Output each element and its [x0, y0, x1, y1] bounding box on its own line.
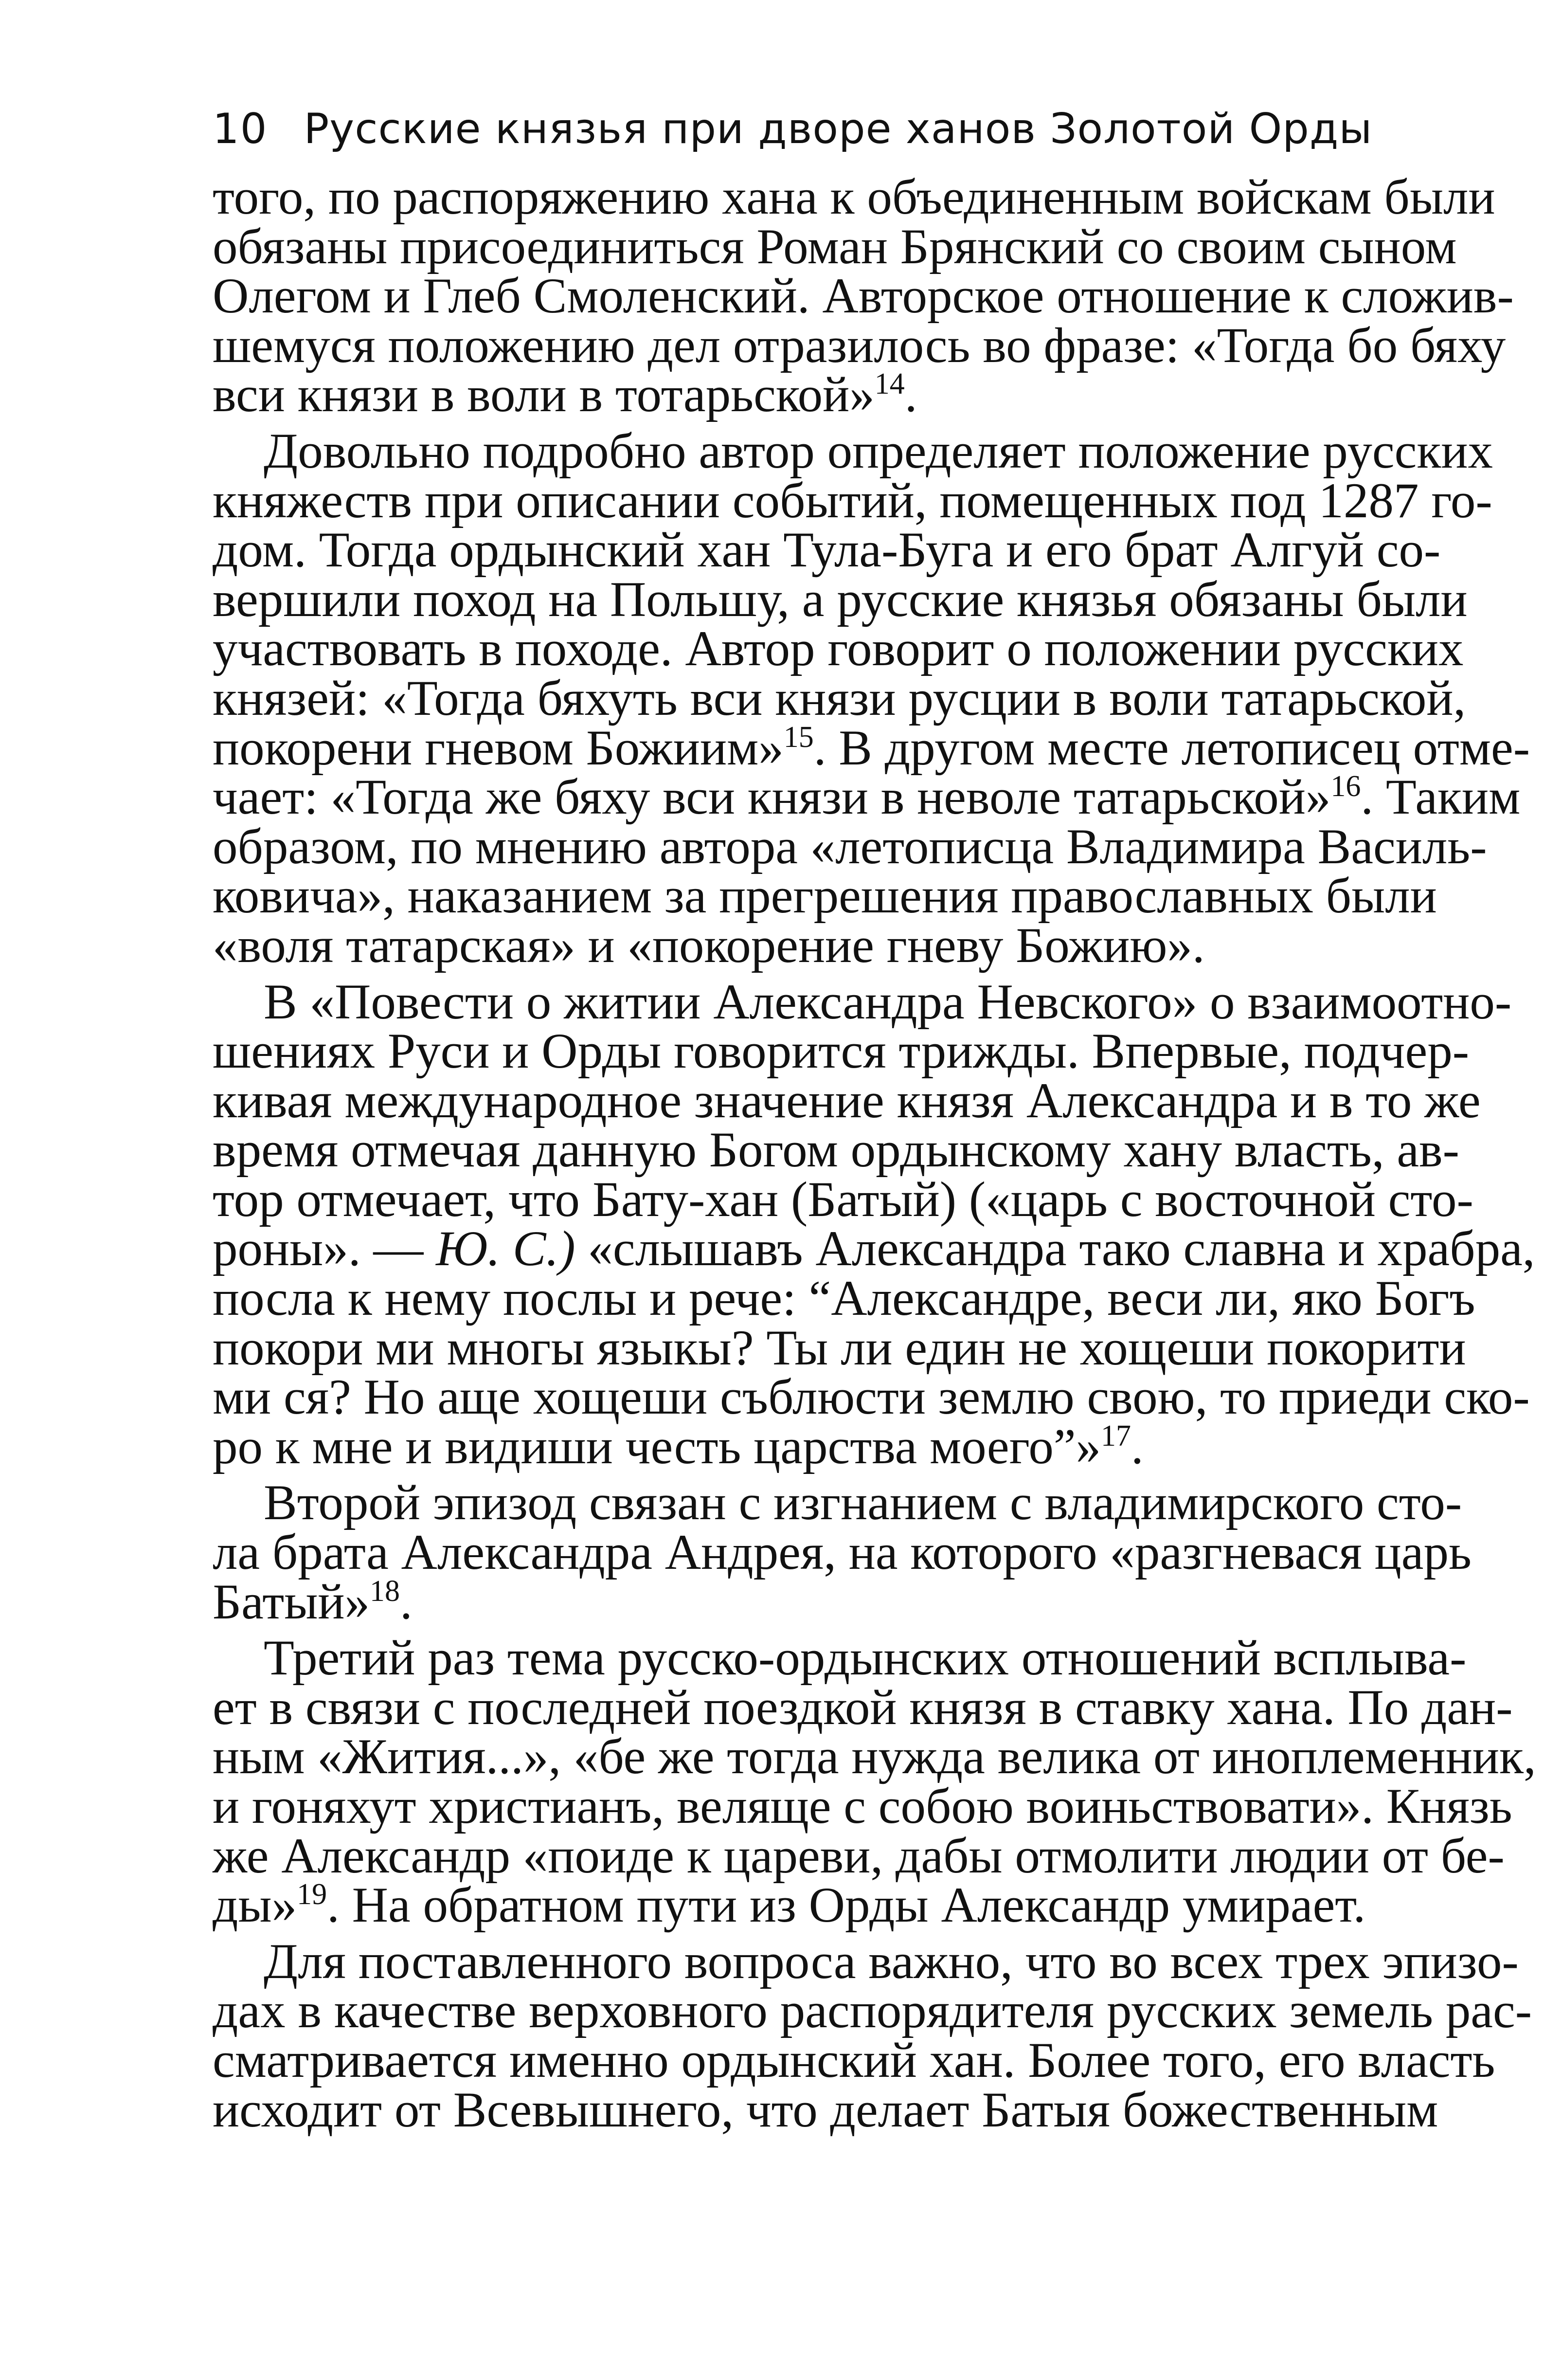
text-run: покорени гневом Божиим»	[213, 720, 784, 776]
text-line	[213, 720, 1530, 776]
body-text	[213, 169, 1536, 2138]
running-header	[213, 97, 1373, 161]
text-line	[213, 1574, 1351, 1630]
text-run: .	[904, 367, 917, 423]
text-line: шениях Руси и Орды говорится трижды. Впервые, подчер-	[213, 1023, 1469, 1079]
text-line: время отмечая данную Богом ордынскому хану власть, ав-	[213, 1122, 1459, 1178]
text-run: ды»	[213, 1877, 297, 1933]
text-line: Третий раз тема русско-ордынских отношений всплыва-	[264, 1630, 1467, 1686]
text-line	[213, 1221, 1535, 1277]
footnote-ref: 14	[874, 367, 905, 401]
footnote-ref: 15	[783, 720, 814, 754]
paragraph-2	[213, 423, 1530, 973]
text-line	[213, 769, 1521, 825]
text-line: ми ся? Но аще хощеши съблюсти землю свою, то приеди ско-	[213, 1369, 1530, 1425]
footnote-ref: 17	[1101, 1419, 1131, 1453]
text-run: . Таким	[1361, 769, 1521, 825]
text-run: . В другом месте летописец отме-	[813, 720, 1530, 776]
footnote-ref: 18	[370, 1574, 400, 1608]
text-line: Довольно подробно автор определяет положение русских	[264, 423, 1493, 479]
text-line: сматривается именно ордынский хан. Более того, его власть	[213, 2032, 1495, 2088]
paragraph-6	[213, 1933, 1532, 2138]
text-line: и гоняхут христианъ, веляще с собою воиньствовати». Князь	[213, 1779, 1512, 1834]
paragraph-4	[213, 1475, 1472, 1630]
text-run: роны». —	[213, 1221, 436, 1277]
text-line: Для поставленного вопроса важно, что во всех трех эпизо-	[264, 1933, 1519, 1989]
text-line	[213, 367, 1351, 423]
author-initials: Ю. С.)	[436, 1221, 575, 1277]
text-line: ла брата Александра Андрея, на которого «разгневася царь	[213, 1525, 1472, 1581]
text-line: кивая международное значение князя Александра и в то же	[213, 1072, 1481, 1128]
text-run: ро к мне и видиши честь царства моего”»	[213, 1418, 1101, 1474]
text-line: покори ми многы языкы? Ты ли един не хощеши покорити	[213, 1320, 1466, 1376]
footnote-ref: 16	[1330, 770, 1361, 803]
text-run: . На обратном пути из Орды Александр умирает.	[327, 1877, 1366, 1933]
text-line: участвовать в походе. Автор говорит о положении русских	[213, 621, 1464, 677]
page-number: 10	[213, 105, 268, 153]
text-line: посла к нему послы и рече: “Александре, веси ли, яко Богъ	[213, 1271, 1475, 1326]
text-line: образом, по мнению автора «летописца Владимира Василь-	[213, 818, 1487, 874]
text-run: .	[400, 1574, 413, 1630]
text-line: Олегом и Глеб Смоленский. Авторское отношение к сложив-	[213, 268, 1514, 324]
text-line: дах в качестве верховного распорядителя русских земель рас-	[213, 1983, 1532, 2039]
text-line: тор отмечает, что Бату-хан (Батый) («царь с восточной сто-	[213, 1171, 1473, 1227]
text-line: ет в связи с последней поездкой князя в ставку хана. По дан-	[213, 1679, 1513, 1735]
footnote-ref: 19	[297, 1878, 327, 1911]
text-line: Второй эпизод связан с изгнанием с владимирского сто-	[264, 1475, 1462, 1531]
paragraph-3	[213, 974, 1535, 1474]
text-line: обязаны присоединиться Роман Брянский со своим сыном	[213, 218, 1457, 274]
text-run: .	[1131, 1418, 1144, 1474]
text-line: вершили поход на Польшу, а русские князья обязаны были	[213, 571, 1468, 627]
paragraph-5	[213, 1630, 1536, 1933]
text-line	[213, 1418, 1351, 1474]
text-line: князей: «Тогда бяхуть вси князи русции в воли татарьской,	[213, 670, 1466, 726]
text-line: исходит от Всевышнего, что делает Батыя божественным	[213, 2082, 1438, 2138]
text-run: Батый»	[213, 1574, 370, 1630]
text-line: ковича», наказанием за прегрешения православных были	[213, 868, 1437, 924]
text-line: «воля татарская» и «покорение гневу Божию».	[213, 917, 1205, 973]
text-line	[213, 1877, 1366, 1933]
text-line: В «Повести о житии Александра Невского» о взаимоотно-	[264, 974, 1512, 1030]
text-line: дом. Тогда ордынский хан Тула-Буга и его брат Алгуй со-	[213, 522, 1441, 578]
text-run: вси князи в воли в тотарьской»	[213, 367, 875, 423]
text-line: шемуся положению дел отразилось во фразе: «Тогда бо бяху	[213, 317, 1506, 373]
text-line: того, по распоряжению хана к объединенным войскам были	[213, 169, 1495, 225]
text-line: княжеств при описании событий, помещенных под 1287 го-	[213, 472, 1492, 528]
paragraph-1	[213, 169, 1514, 423]
running-title: Русские князья при дворе ханов Золотой Орды	[304, 105, 1373, 153]
text-line: же Александр «поиде к цареви, дабы отмолити людии от бе-	[213, 1828, 1505, 1884]
text-line: ным «Жития...», «бе же тогда нужда велика от иноплеменник,	[213, 1729, 1536, 1785]
text-run: «слышавъ Александра тако славна и храбра,	[575, 1221, 1535, 1277]
text-run: чает: «Тогда же бяху вси князи в неволе татарьской»	[213, 769, 1331, 825]
